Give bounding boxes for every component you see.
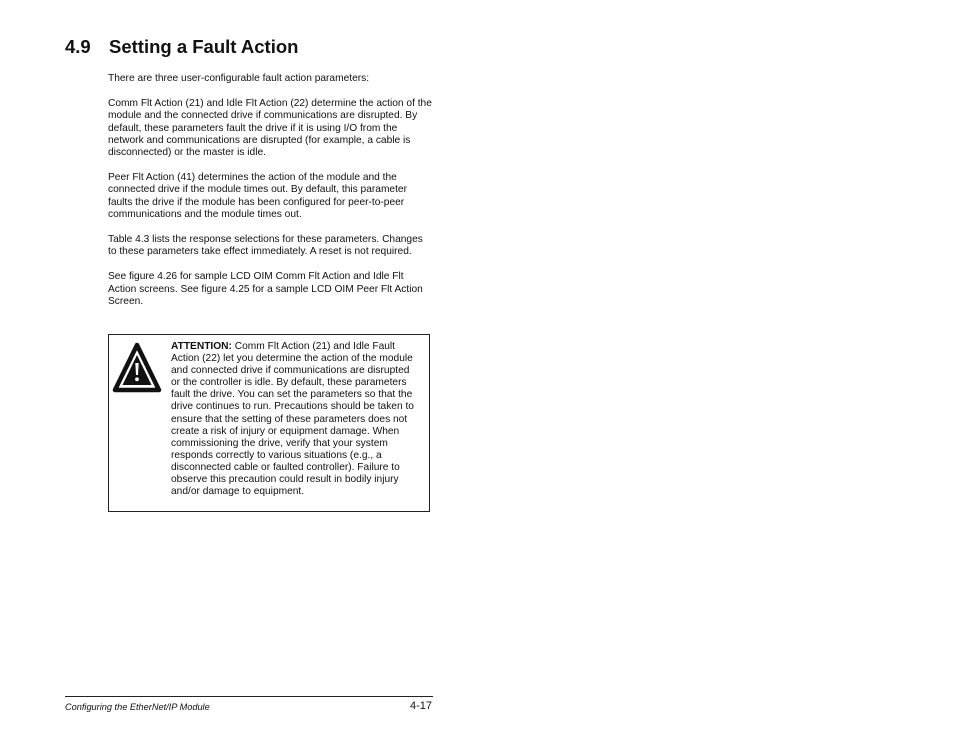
section-number: 4.9 [65,36,91,57]
paragraph-table-ref: Table 4.3 lists the response selections for these parameters. Changes to these parameters take effect immediately. A reset is not required. [108,234,423,258]
attention-text [171,341,417,498]
attention-message: Comm Flt Action (21) and Idle Fault Action (22) let you determine the action of the module and connected drive if communications are disrupted or the controller is idle. By default, these parameters fault the drive. You can set the parameters so that the drive continues to run. Precautions should be taken to ensure that the setting of these parameters does not create a risk of injury or equipment damage. When commissioning the drive, verify that your system responds correctly to various situations (e.g., a disconnected cable or faulted controller). Failure to observe this precaution could result in bodily injury and/or damage to equipment. [171,341,414,498]
footer-document-title: Configuring the EtherNet/IP Module [65,702,210,712]
section-title: Setting a Fault Action [109,36,299,57]
paragraph-peer-flt: Peer Flt Action (41) determines the action of the module and the connected drive if the module times out. By default, this parameter faults the drive if the module has been configured for peer-to-peer communications and the module times out. [108,172,407,220]
footer-page-number: 4-17 [409,700,432,712]
attention-label: ATTENTION: [171,341,232,352]
attention-box [108,334,430,512]
body-text [108,73,434,321]
paragraph-comm-idle-flt: Comm Flt Action (21) and Idle Flt Action (22) determine the action of the module and the connected drive if communications are disrupted. By default, these parameters fault the drive if it is using I/O from the network and communications are disrupted (for example, a cable is disconnected) or the master is idle. [108,98,432,159]
paragraph-intro: There are three user-configurable fault action parameters: [108,73,370,84]
warning-triangle-icon [112,341,162,393]
footer-divider [65,696,433,697]
section-heading [65,36,298,58]
paragraph-figure-ref: See figure 4.26 for sample LCD OIM Comm Flt Action and Idle Flt Action screens. See figure 4.25 for a sample LCD OIM Peer Flt Action Screen. [108,271,423,307]
